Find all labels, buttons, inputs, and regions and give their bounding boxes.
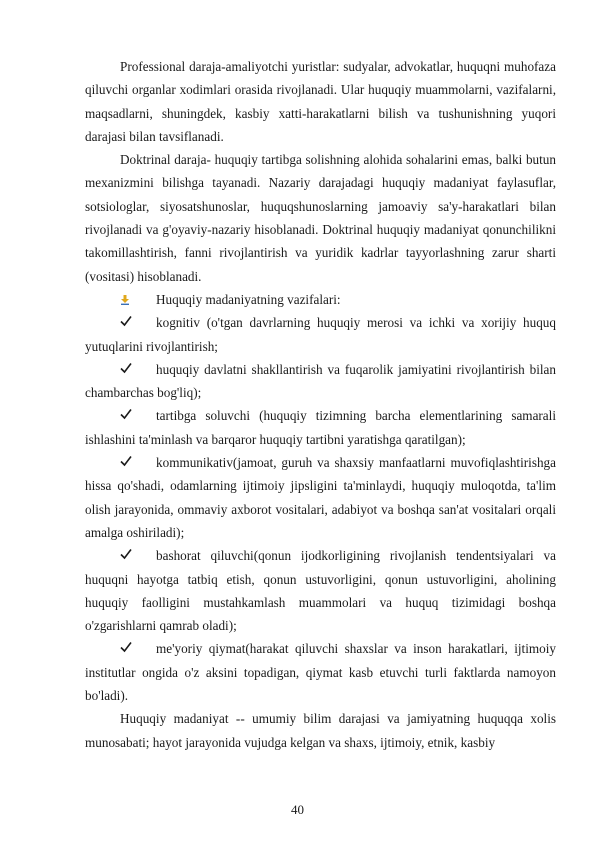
paragraph-professional-level: Professional daraja-amaliyotchi yuristlar: sudyalar, advokatlar, huquqni muhofaza qiluvchi organlar xodimlari orasida rivojlanadi. Ular huquqiy muammolarni, vazifalarni, maqsadlarni, shuningdek, kasbiy xatti-harakatlarni bilish va tushunishning yuqori darajasi bilan tavsiflanadi. bbox=[85, 59, 556, 144]
function-item-text: huquqiy davlatni shakllantirish va fuqarolik jamiyatini rivojlantirish bilan chambarchas bog'liq); bbox=[85, 361, 556, 401]
function-item-text: kommunikativ(jamoat, guruh va shaxsiy manfaatlarni muvofiqlashtirishga hissa qo'shadi, odamlarning ijtimoiy jipsligini ta'minlaydi, huquqiy muloqotda, ta'lim olish jarayonida, ommaviy axborot vositalari, adabiyot va boshqa san'at vositalari orqali amalga oshiriladi); bbox=[85, 455, 556, 540]
function-item bbox=[85, 544, 556, 637]
functions-list bbox=[85, 311, 556, 707]
function-item bbox=[85, 311, 556, 358]
function-item-text: bashorat qiluvchi(qonun ijodkorligining rivojlanish tendentsiyalari va huquqni hayotga tatbiq etish, qonun ustuvorligini, qonun ustuvorligini, aholining huquqiy faolligini mustahkamlash muammolari va huquq tizimidagi boshqa o'zgarishlarni qamrab oladi); bbox=[85, 548, 556, 634]
checkmark-icon bbox=[120, 455, 132, 467]
functions-heading bbox=[85, 288, 556, 311]
paragraph-doctrinal-level: Doktrinal daraja- huquqiy tartibga solishning alohida sohalarini emas, balki butun mexanizmini bilishga tayanadi. Nazariy darajadagi huquqiy madaniyat faylasuflar, sotsiologlar, siyosatshunoslar, huquqshunoslarning jamoaviy sa'y-harakatlari bilan rivojlanadi va g'oyaviy-nazariy hisoblanadi. Doktrinal huquqiy madaniyat qonunchilikni takomillashtirish, fanni rivojlantirish va yuridik kadrlar tayyorlashning zarur sharti (vositasi) hisoblanadi. bbox=[85, 152, 556, 284]
checkmark-icon bbox=[120, 408, 132, 420]
function-item bbox=[85, 358, 556, 405]
checkmark-icon bbox=[120, 641, 132, 653]
page-number: 40 bbox=[291, 802, 304, 817]
checkmark-icon bbox=[120, 315, 132, 327]
checkmark-icon bbox=[120, 362, 132, 374]
function-item-text: kognitiv (o'tgan davrlarning huquqiy merosi va ichki va xorijiy huquq yutuqlarini rivojlantirish; bbox=[85, 315, 556, 354]
function-item bbox=[85, 451, 556, 544]
document-page bbox=[85, 55, 556, 754]
functions-heading-text: Huquqiy madaniyatning vazifalari: bbox=[156, 291, 341, 307]
function-item bbox=[85, 404, 556, 451]
paragraph-legal-culture-definition: Huquqiy madaniyat -- umumiy bilim darajasi va jamiyatning huquqqa xolis munosabati; hayot jarayonida vujudga kelgan va shaxs, ijtimoiy, etnik, kasbiy bbox=[85, 711, 556, 750]
checkmark-icon bbox=[120, 548, 132, 560]
arrow-down-bullet-icon bbox=[121, 295, 129, 305]
function-item bbox=[85, 637, 556, 707]
function-item-text: tartibga soluvchi (huquqiy tizimning barcha elementlarining samarali ishlashini ta'minlash va barqaror huquqiy tartibni yaratishga qaratilgan); bbox=[85, 408, 556, 447]
function-item-text: me'yoriy qiymat(harakat qiluvchi shaxslar va inson harakatlari, ijtimoiy institutlar ongida o'z aksini topadigan, qiymat kasb etuvchi turli faktlarda namoyon bo'ladi). bbox=[85, 641, 556, 704]
